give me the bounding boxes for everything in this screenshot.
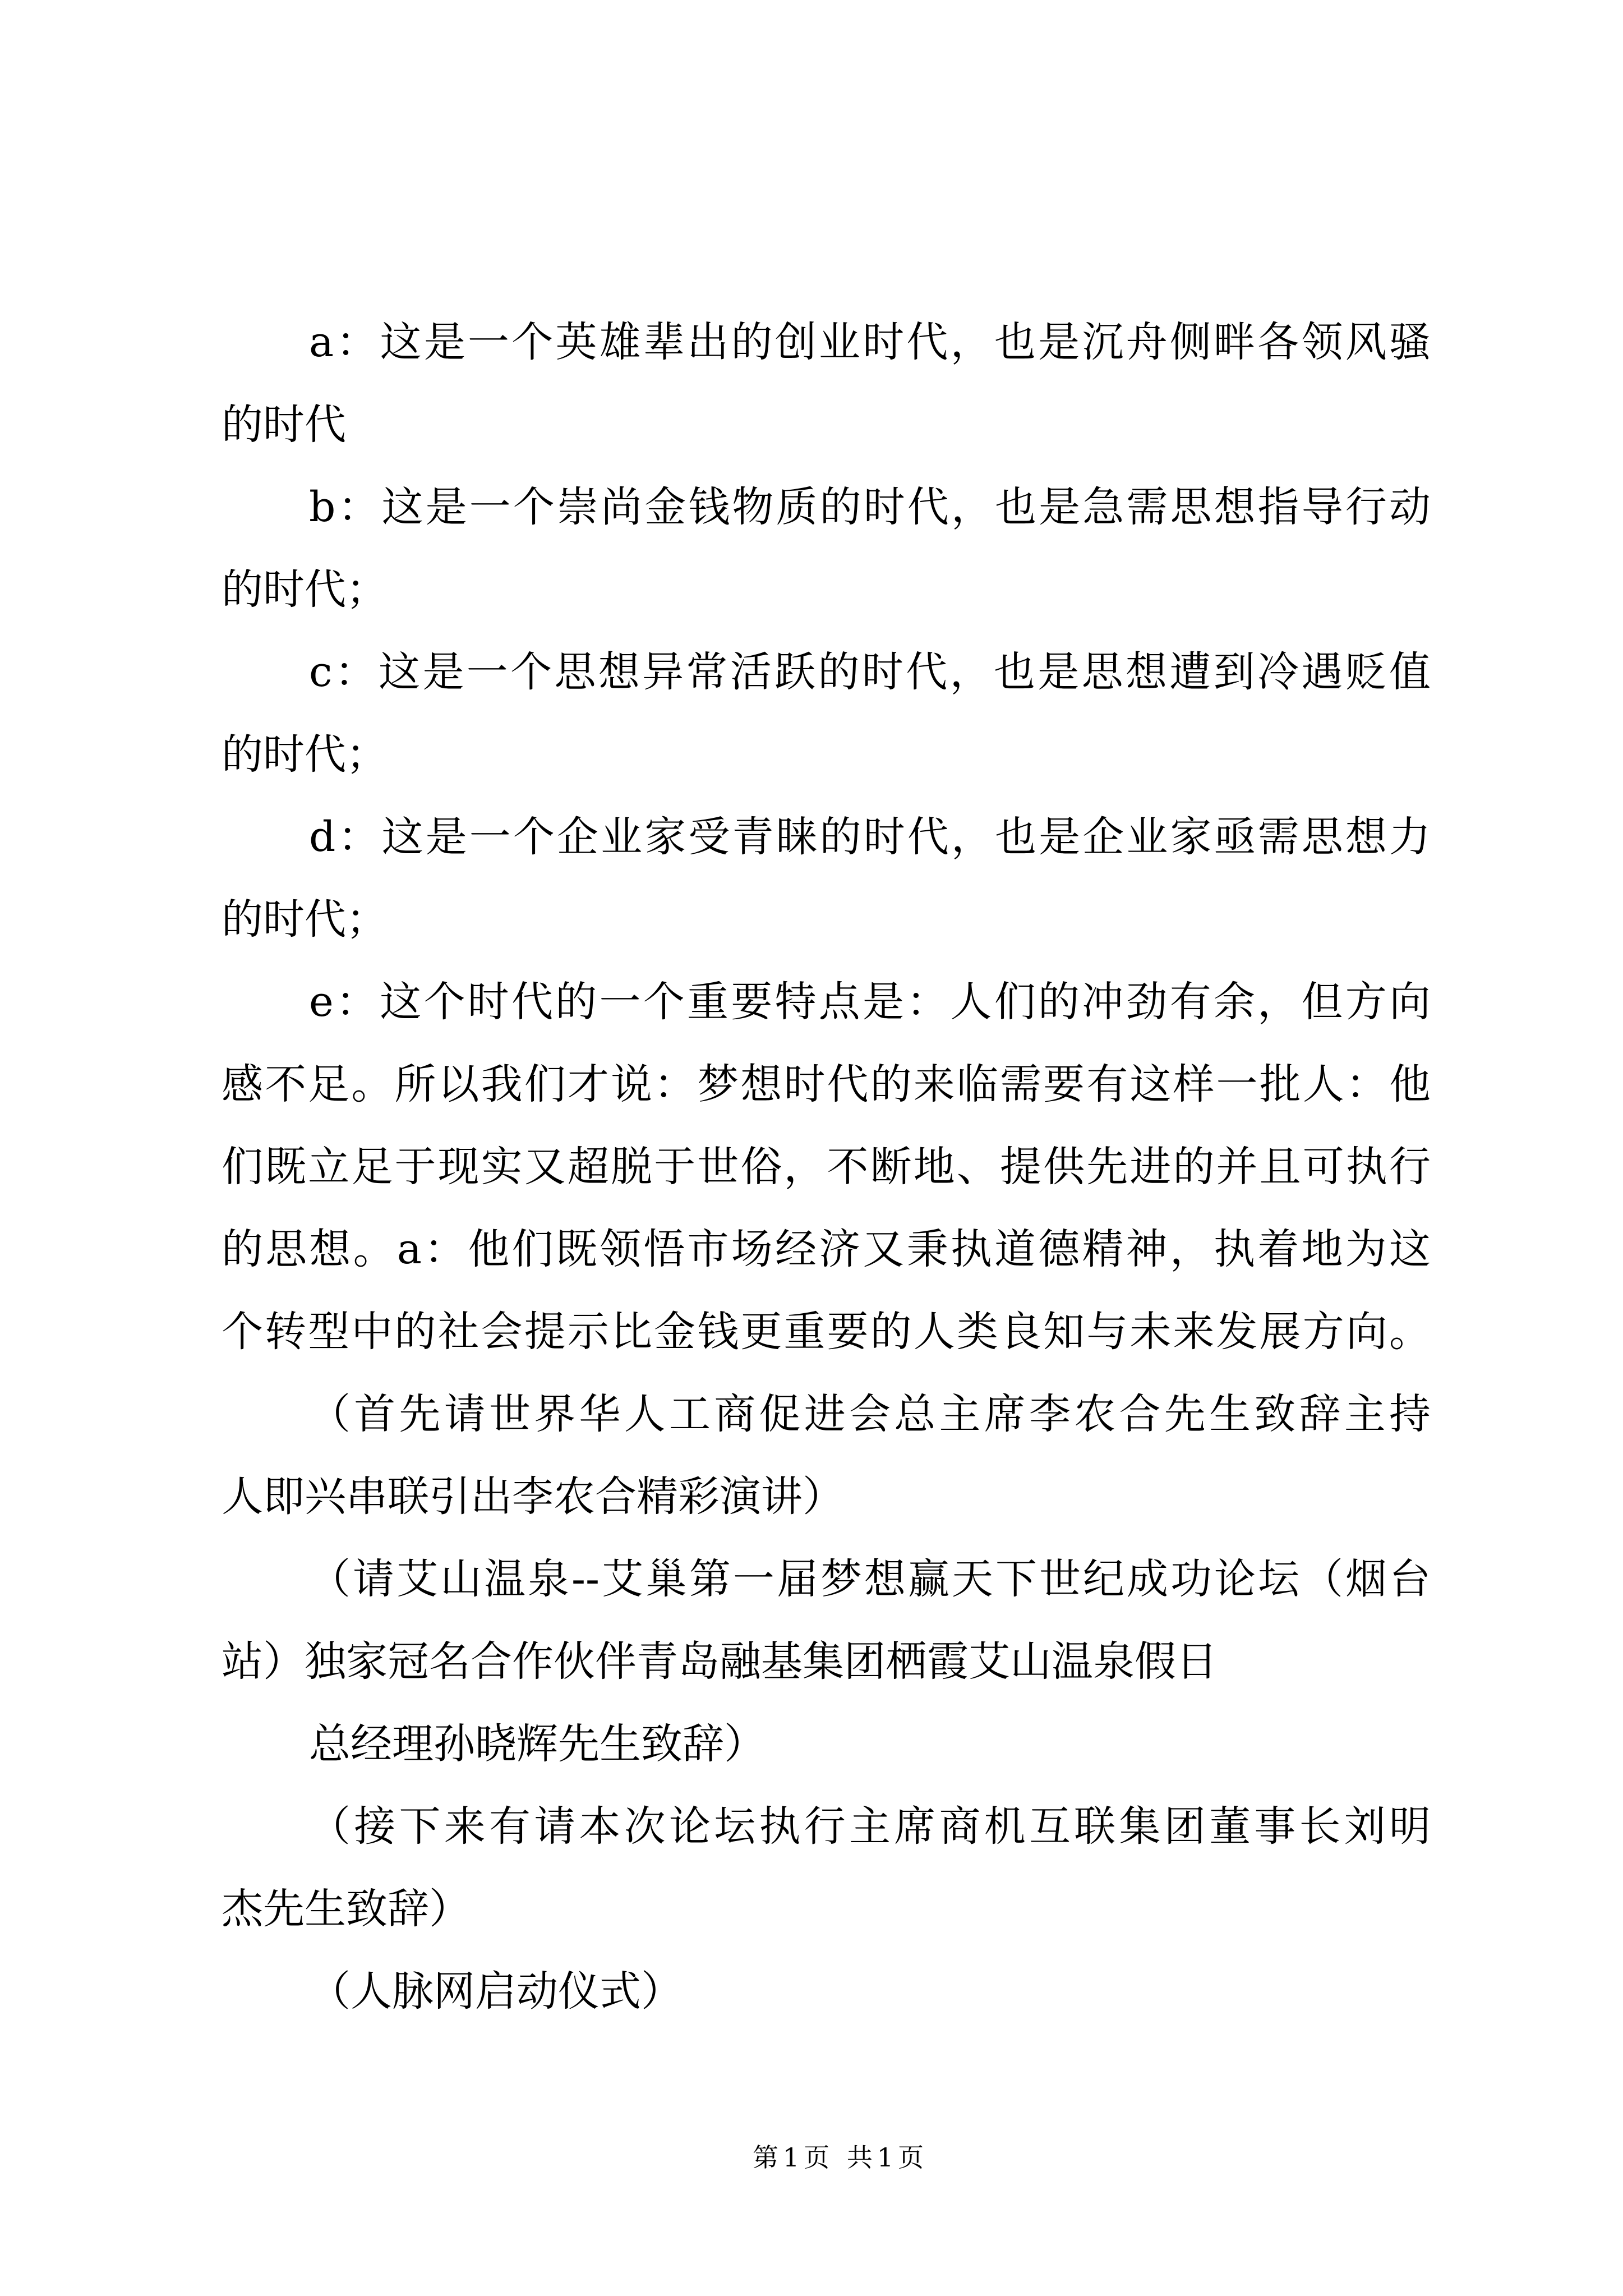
- text-line: 杰先生致辞）: [222, 1885, 471, 1933]
- text-line: d：这是一个企业家受青睐的时代，也是企业家亟需思想力: [309, 813, 1431, 861]
- paragraph-chairman-speech: [222, 1373, 1431, 1538]
- text-line: 个转型中的社会提示比金钱更重要的人类良知与未来发展方向。: [222, 1308, 1431, 1356]
- paragraph-d: [222, 796, 1431, 961]
- paragraph-c: [222, 631, 1431, 796]
- text-line: （接下来有请本次论坛执行主席商机互联集团董事长刘明: [309, 1802, 1431, 1851]
- text-line: c：这是一个思想异常活跃的时代，也是思想遭到冷遇贬值: [309, 648, 1431, 696]
- text-line: 们既立足于现实又超脱于世俗，不断地、提供先进的并且可执行: [222, 1143, 1431, 1191]
- paragraph-launch-ceremony: [222, 1950, 1431, 2033]
- text-line: e：这个时代的一个重要特点是：人们的冲劲有余，但方向: [309, 978, 1431, 1026]
- text-line: 的时代；: [222, 895, 388, 944]
- text-line: 感不足。所以我们才说：梦想时代的来临需要有这样一批人：他: [222, 1060, 1431, 1108]
- paragraph-general-manager: [222, 1703, 1431, 1786]
- paragraph-e: [222, 961, 1431, 1373]
- text-line: 的时代；: [222, 565, 388, 614]
- text-line: （人脉网启动仪式）: [309, 1967, 683, 2016]
- text-line: 的时代；: [222, 730, 388, 779]
- text-line: b：这是一个崇尚金钱物质的时代，也是急需思想指导行动: [309, 483, 1431, 531]
- paragraph-a: [222, 301, 1431, 466]
- paragraph-executive-chairman: [222, 1786, 1431, 1950]
- text-line: 人即兴串联引出李农合精彩演讲）: [222, 1473, 844, 1521]
- text-line: 总经理孙晓辉先生致辞）: [309, 1720, 766, 1768]
- text-line: （请艾山温泉--艾巢第一届梦想赢天下世纪成功论坛（烟台: [309, 1555, 1431, 1603]
- page-number-footer: 第1页 共1页: [753, 2142, 929, 2173]
- paragraph-b: [222, 466, 1431, 631]
- paragraph-sponsor: [222, 1538, 1431, 1703]
- text-line: a：这是一个英雄辈出的创业时代，也是沉舟侧畔各领风骚: [309, 318, 1431, 366]
- text-line: 的思想。a：他们既领悟市场经济又秉执道德精神，执着地为这: [222, 1225, 1431, 1273]
- text-line: 的时代: [222, 401, 346, 449]
- document-body: [222, 301, 1431, 2033]
- text-line: 站）独家冠名合作伙伴青岛融基集团栖霞艾山温泉假日: [222, 1637, 1218, 1686]
- text-line: （首先请世界华人工商促进会总主席李农合先生致辞主持: [309, 1390, 1431, 1438]
